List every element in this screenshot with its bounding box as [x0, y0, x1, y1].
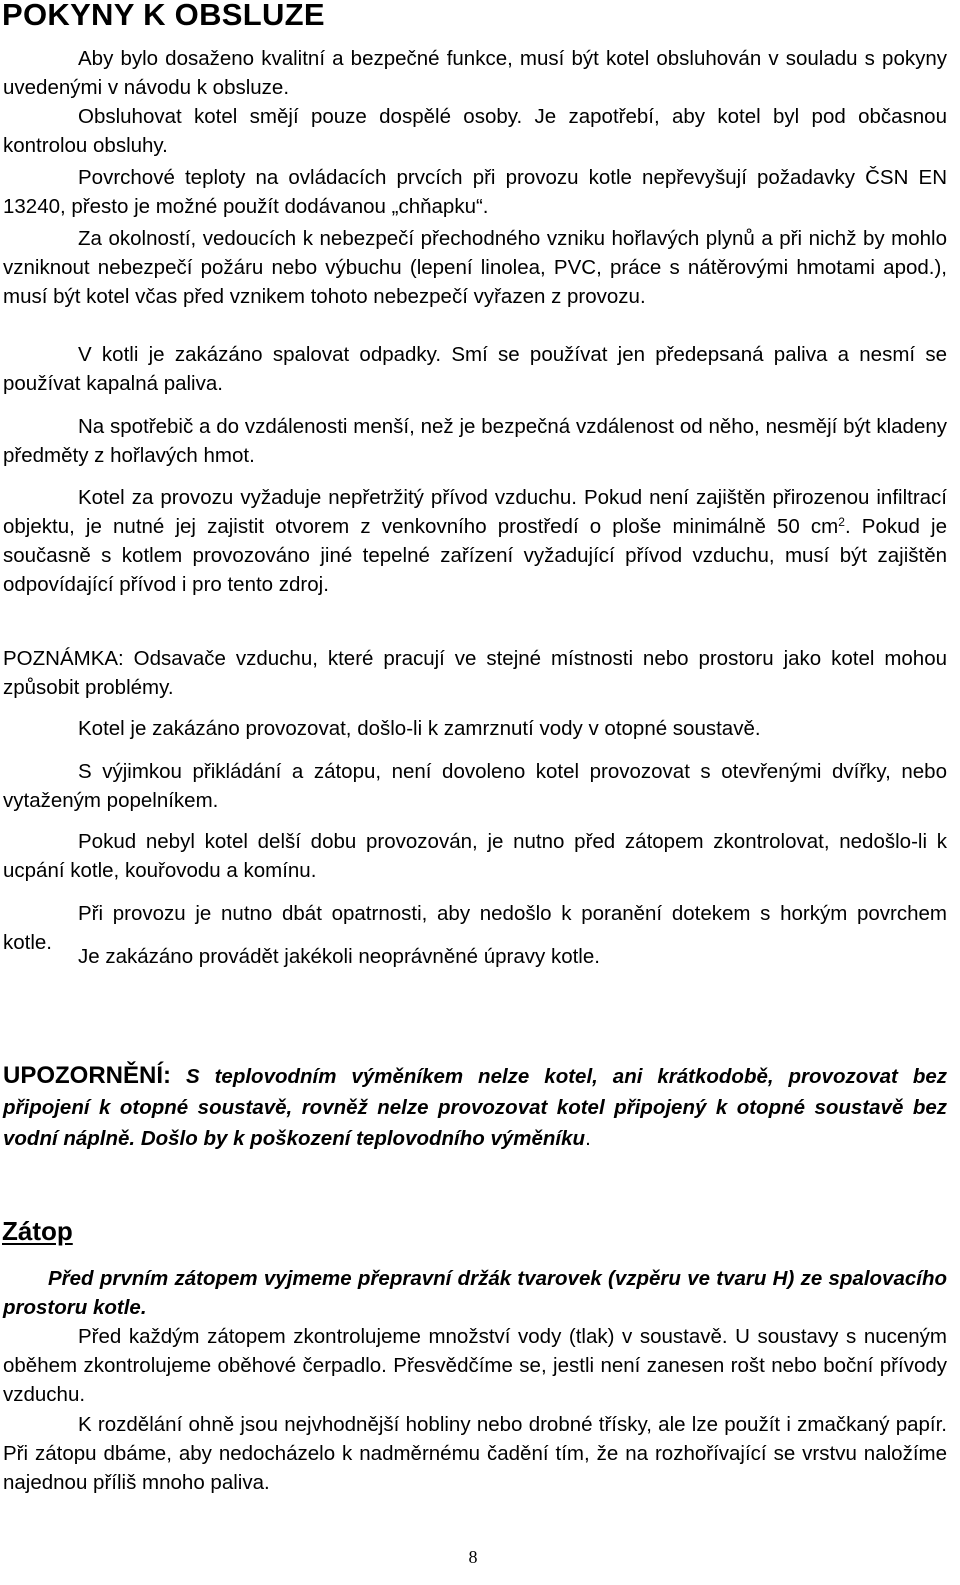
paragraph-open-door: S výjimkou přikládání a zátopu, není dovoleno kotel provozovat s otevřenými dvířky, nebo vytaženým popelníkem.	[3, 760, 947, 812]
air-supply-text: Kotel za provozu vyžaduje nepřetržitý přívod vzduchu. Pokud není zajištěn přirozenou infiltrací objektu, je nutné jej zajistit otvorem z venkovního prostředí o ploše minimálně 50 cm	[3, 486, 947, 538]
paragraph-frozen-water: Kotel je zakázáno provozovat, došlo-li k zamrznutí vody v otopné soustavě.	[78, 717, 761, 740]
paragraph-transport-holder: Před prvním zátopem vyjmeme přepravní držák tvarovek (vzpěru ve tvaru H) ze spalovacího prostoru kotle.	[3, 1267, 947, 1319]
warning-label: UPOZORNĚNÍ:	[3, 1062, 171, 1089]
paragraph-adults: Obsluhovat kotel smějí pouze dospělé osoby. Je zapotřebí, aby kotel byl pod občasnou kontrolou obsluhy.	[3, 105, 947, 157]
paragraph-long-idle: Pokud nebyl kotel delší dobu provozován, je nutno před zátopem zkontrolovat, nedošlo-li k ucpání kotle, kouřovodu a komínu.	[3, 830, 947, 882]
section-title: Zátop	[2, 1216, 73, 1246]
area-unit-superscript: 2	[838, 515, 845, 529]
paragraph-surface-temperatures: Povrchové teploty na ovládacích prvcích při provozu kotle nepřevyšují požadavky ČSN EN 13240, přesto je možné použít dodávanou „chňapku“.	[3, 166, 947, 218]
warning-block	[3, 1060, 947, 1154]
paragraph-note: POZNÁMKA: Odsavače vzduchu, které pracují ve stejné místnosti nebo prostoru jako kotel mohou způsobit problémy.	[3, 647, 947, 699]
paragraph-kindling: K rozdělání ohně jsou nejvhodnější hobliny nebo drobné třísky, ale lze použít i zmačkaný papír. Při zátopu dbáme, aby nedocházelo k nadměrnému čadění tím, že na rozhořívající se vrstvu naložíme najednou příliš mnoho paliva.	[3, 1413, 947, 1494]
warning-text: S teplovodním výměníkem nelze kotel, ani krátkodobě, provozovat bez připojení k otopné soustavě, rovněž nelze provozovat kotel připojený k otopné soustavě bez vodní náplně. Došlo by k poškození teplovodního výměníku	[3, 1065, 947, 1150]
air-supply-text-continued: . Pokud je současně s kotlem provozováno jiné tepelné zařízení vyžadující přívod vzduchu, musí být zajištěn odpovídající přívod i pro tento zdroj.	[3, 515, 947, 596]
paragraph-water-check: Před každým zátopem zkontrolujeme množství vody (tlak) v soustavě. U soustavy s nuceným oběhem zkontrolujeme oběhové čerpadlo. Přesvědčíme se, jestli není zanesen rošt nebo boční přívody vzduchu.	[3, 1325, 947, 1406]
paragraph-waste-burning: V kotli je zakázáno spalovat odpadky. Smí se používat jen předepsaná paliva a nesmí se používat kapalná paliva.	[3, 343, 947, 395]
warning-end: .	[585, 1127, 591, 1150]
paragraph-air-supply	[3, 483, 947, 599]
paragraph-safe-distance: Na spotřebič a do vzdálenosti menší, než je bezpečná vzdálenost od něho, nesmějí být kladeny předměty z hořlavých hmot.	[3, 415, 947, 467]
paragraph-hot-surface: Při provozu je nutno dbát opatrnosti, aby nedošlo k poranění dotekem s horkým povrchem kotle.	[3, 902, 947, 954]
page-number: 8	[468, 1547, 478, 1567]
paragraph-flammable-gases: Za okolností, vedoucích k nebezpečí přechodného vzniku hořlavých plynů a při nichž by mohlo vzniknout nebezpečí požáru nebo výbuchu (lepení linolea, PVC, práce s nátěrovými hmotami apod.), musí být kotel včas před vznikem tohoto nebezpečí vyřazen z provozu.	[3, 227, 947, 308]
paragraph-quality: Aby bylo dosaženo kvalitní a bezpečné funkce, musí být kotel obsluhován v souladu s pokyny uvedenými v návodu k obsluze.	[3, 47, 947, 99]
page-title: POKYNY K OBSLUZE	[2, 0, 325, 32]
paragraph-modifications: Je zakázáno provádět jakékoli neoprávněné úpravy kotle.	[78, 945, 600, 968]
